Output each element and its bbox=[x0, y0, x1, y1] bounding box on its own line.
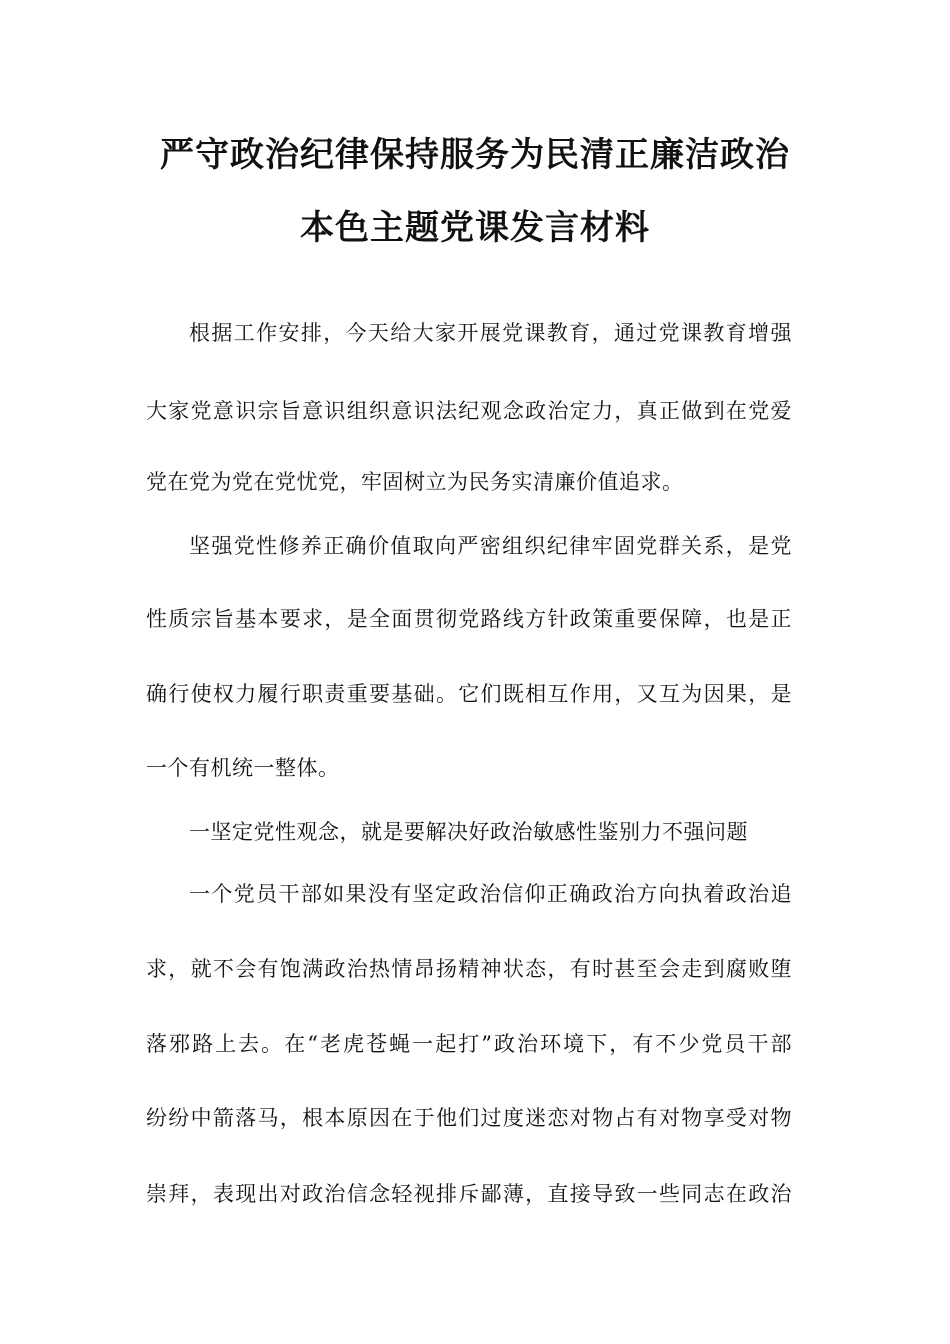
document-title-line-2: 本色主题党课发言材料 bbox=[300, 208, 650, 248]
document-title-line-1: 严守政治纪律保持服务为民清正廉洁政治 bbox=[160, 135, 790, 175]
section-heading-line: 一坚定党性观念，就是要解决好政治敏感性鉴别力不强问题 bbox=[189, 820, 748, 844]
paragraph-3-line-5: 崇拜，表现出对政治信念轻视排斥鄙薄，直接导致一些同志在政治 bbox=[146, 1182, 792, 1206]
paragraph-2-line-3: 确行使权力履行职责重要基础。它们既相互作用，又互为因果，是 bbox=[146, 682, 792, 706]
paragraph-3-line-3: 落邪路上去。在“老虎苍蝇一起打”政治环境下，有不少党员干部 bbox=[146, 1032, 792, 1056]
paragraph-2-line-2: 性质宗旨基本要求，是全面贯彻党路线方针政策重要保障，也是正 bbox=[146, 607, 792, 631]
paragraph-3-line-1: 一个党员干部如果没有坚定政治信仰正确政治方向执着政治追 bbox=[189, 882, 792, 906]
paragraph-1-line-2: 大家党意识宗旨意识组织意识法纪观念政治定力，真正做到在党爱 bbox=[146, 399, 792, 423]
paragraph-1-line-1: 根据工作安排，今天给大家开展党课教育，通过党课教育增强 bbox=[189, 321, 792, 345]
paragraph-3-line-2: 求，就不会有饱满政治热情昂扬精神状态，有时甚至会走到腐败堕 bbox=[146, 957, 792, 981]
paragraph-2-line-4: 一个有机统一整体。 bbox=[146, 756, 340, 780]
paragraph-3-line-4: 纷纷中箭落马，根本原因在于他们过度迷恋对物占有对物享受对物 bbox=[146, 1106, 792, 1130]
paragraph-2-line-1: 坚强党性修养正确价值取向严密组织纪律牢固党群关系，是党 bbox=[189, 534, 792, 558]
paragraph-1-line-3: 党在党为党在党忧党，牢固树立为民务实清廉价值追求。 bbox=[146, 470, 684, 494]
